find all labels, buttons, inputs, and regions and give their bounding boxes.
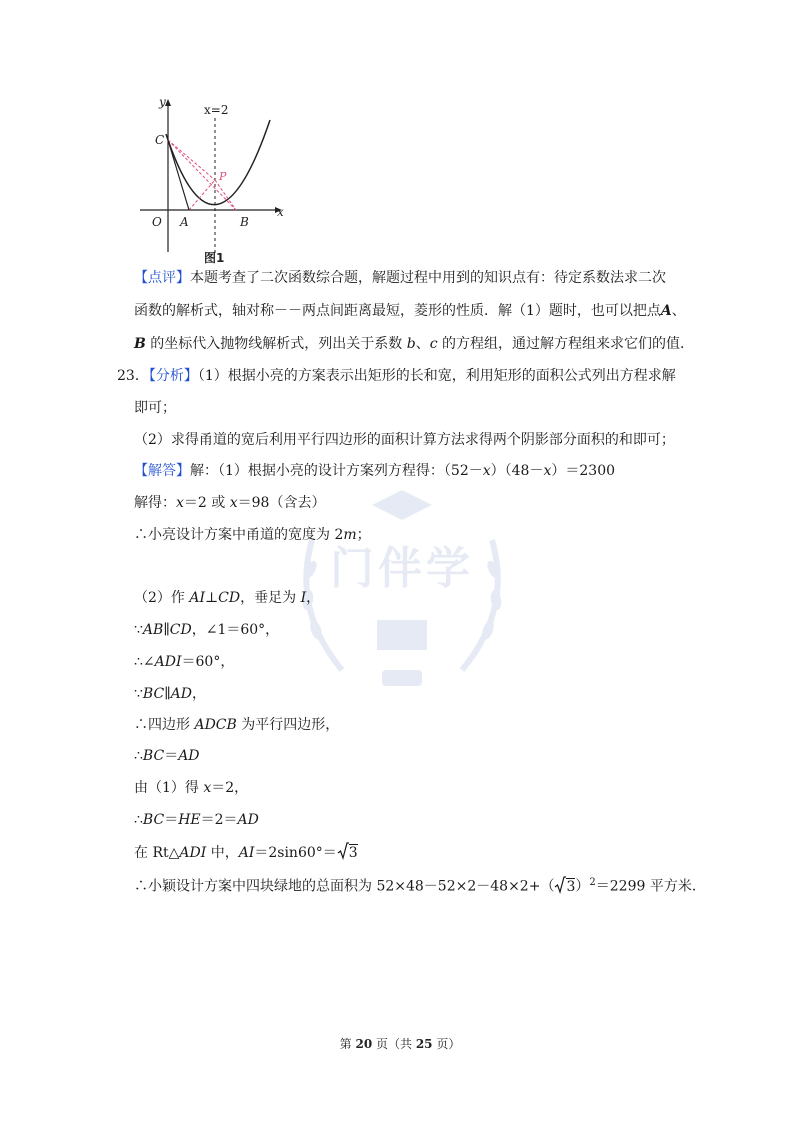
y-axis-label: y (159, 95, 166, 109)
current-page-number: 20 (355, 1037, 373, 1051)
question-number: 23． (117, 368, 149, 384)
parabola-figure (130, 92, 290, 267)
sqrt-expression: 3 (337, 842, 358, 863)
step-3: ∵BC∥AD， (134, 686, 206, 702)
analysis-tag: 【分析】 (148, 368, 198, 384)
answer-line-solve: 解得：x＝2 或 x＝98（含去） (134, 495, 326, 511)
answer-tag: 【解答】 (134, 463, 190, 479)
watermark-logo: 门伴学 (272, 480, 532, 720)
step-4: ∴四边形 ADCB 为平行四边形， (134, 717, 340, 733)
comment-line-2: 函数的解析式，轴对称－－两点间距离最短，菱形的性质．解（1）题时，也可以把点A、 (134, 303, 686, 319)
page-footer: 第 20 页（共 25 页） (339, 1037, 461, 1051)
point-c-label: C (155, 133, 165, 147)
q23-analysis-line-1b: 即可； (134, 400, 176, 416)
x-axis-label: x (277, 205, 284, 219)
final-line: ∴小颖设计方案中四块绿地的总面积为 52×48－52×2－48×2+（ 3）$^2$＝2299 平方米． (134, 877, 706, 895)
step-1: ∵AB∥CD，∠1＝60°， (134, 622, 280, 638)
figure-svg (130, 92, 290, 267)
step-6: 由（1）得 x＝2， (134, 780, 249, 796)
part2-line: （2）作 AI⊥CD，垂足为 I， (134, 590, 321, 606)
comment-line-3: B 的坐标代入抛物线解析式，列出关于系数 b、c 的方程组，通过解方程组来求它们的值． (134, 336, 695, 352)
q23-analysis-line-1: 23．【分析】（1）根据小亮的方案表示出矩形的长和宽，利用矩形的面积公式列出方程求解 (117, 368, 676, 384)
step-8: 在 Rt△ADI 中，AI＝2sin60°＝ 3 (134, 842, 358, 863)
step-7: ∴BC＝HE＝2＝AD (134, 812, 259, 828)
point-p-label: P (219, 170, 227, 183)
answer-line-width: ∴小亮设计方案中甬道的宽度为 2m； (134, 527, 371, 543)
origin-label: O (152, 215, 162, 229)
point-a-label: A (180, 215, 189, 229)
step-5: ∴BC＝AD (134, 748, 200, 764)
symmetry-axis-label: x=2 (204, 103, 229, 117)
sqrt-expression-2: 3 (554, 876, 575, 897)
comment-line-1: 【点评】本题考查了二次函数综合题，解题过程中用到的知识点有：待定系数法求二次 (134, 270, 666, 286)
figure-caption: 图1 (204, 251, 225, 265)
comment-tag: 【点评】 (134, 270, 190, 286)
answer-line-1: 【解答】解：（1）根据小亮的设计方案列方程得：（52－x）（48－x）＝2300 (134, 463, 616, 479)
total-page-number: 25 (415, 1037, 433, 1051)
step-2: ∴∠ADI＝60°， (134, 654, 235, 670)
q23-analysis-line-2: （2）求得甬道的宽后利用平行四边形的面积计算方法求得两个阴影部分面积的和即可； (134, 432, 675, 448)
point-b-label: B (240, 215, 249, 229)
